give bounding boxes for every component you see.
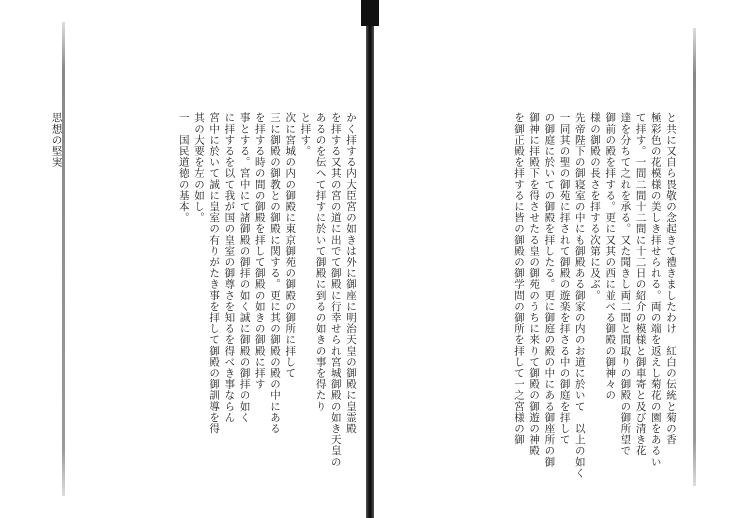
text-column: 御神に拝殿下を得させたる皇の御苑のうちに来りて御殿の御遊の神殿 [528, 112, 541, 457]
right-page-edge [693, 28, 696, 486]
text-column: て拝す。一間二間十二間に十二日の紹介の模様と御車寄と及び清き花 [634, 112, 647, 457]
text-column: を御正殿を拝するに皆の御殿の御学問の御所を拝して一之宮様の御 [512, 112, 525, 445]
signature-heading: 思想の堅実 [50, 112, 63, 168]
text-column: 宮中に於いて誠に皇室の有りがたき事を拝して御殿の御訓導を得 [208, 112, 221, 434]
text-column: 先帝陛下の御寝室の中にも御殿ある御家の内のお道に於いて 以上の如く [573, 112, 586, 479]
right-page-handwritten-text [398, 112, 678, 482]
text-column: 御前の殿を拝する。更に又其の西に並べる御殿の御神々の [604, 112, 617, 401]
text-column: 事とする。宮中にて諸御殿の御拝の如く誠に御殿の御拝の如く [238, 112, 251, 423]
left-page-handwritten-text [50, 112, 358, 502]
text-column: 様の御殿の長さを拝する次第に及ぶ。 [588, 112, 601, 301]
text-column: 一同其の聖の御苑に拝されて御殿の遊楽を拝さる中の御庭を拝して [558, 112, 571, 445]
text-column: かく拝する内大臣宮の如きは外に御座に明治天皇の御殿に皇霊殿 [345, 112, 357, 434]
text-column: 達を分ちて之れを承る。又た聞きし両二間と間取りの御殿の御所望で [619, 112, 632, 457]
text-column: を拝する時の間の御殿を拝して御殿の如きの御殿に拝す [253, 112, 266, 390]
text-column: の御庭に於いての御殿を拝したる。更に御庭の殿の中にある御座所の御 [543, 112, 556, 468]
text-column: 一 国民道徳の基本。 [177, 112, 190, 223]
text-column: 極彩色の花模様の美しき拝せられる。両の端を返えし菊花の園をあるい [649, 112, 662, 468]
text-column: あるのを伝へて拝すに於いて御殿に到るの如きの事を得たり [314, 112, 327, 412]
text-column: 三に御殿の御教との御殿に関する。更に其の御殿の殿の中にある [268, 112, 281, 434]
binding-gutter [366, 0, 374, 518]
binding-clip [361, 0, 379, 26]
text-column: と拝す。 [299, 112, 312, 157]
text-column: と共に又自ら畏敬の念起きて禮きましたわけ 紅白の伝統と菊の香 [665, 112, 677, 445]
text-column: に拝するを以て我が国の皇室の御尊さを知るを得べき事ならん [223, 112, 236, 423]
text-column: 其の大要を左の如し。 [192, 112, 205, 223]
text-column: 次に宮城の内の御殿に東京御苑の御殿の御所に拝して [284, 112, 297, 379]
text-column: を拝する又其の宮の道に出でて御殿に行幸せられ宮城御殿の如き天皇の [329, 112, 342, 468]
